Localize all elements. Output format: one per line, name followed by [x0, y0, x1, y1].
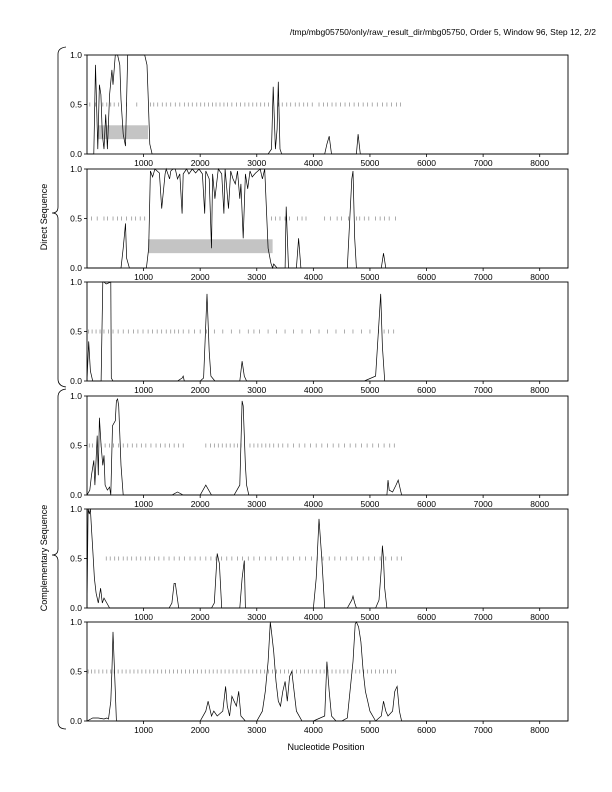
x-tick-label: 6000	[417, 725, 436, 735]
x-tick-label: 6000	[417, 499, 436, 509]
y-tick-label: 0.5	[70, 440, 82, 451]
x-tick-label: 1000	[134, 499, 154, 509]
x-tick-label: 5000	[360, 499, 380, 509]
panels	[70, 50, 568, 735]
x-tick-label: 8000	[530, 499, 550, 509]
y-tick-label: 0.0	[70, 149, 82, 159]
rug-marks	[88, 670, 395, 674]
y-tick-label: 1.0	[70, 277, 82, 287]
x-tick-label: 2000	[190, 725, 210, 735]
y-tick-label: 0.0	[70, 376, 82, 386]
y-tick-label: 0.5	[70, 213, 82, 224]
y-tick-label: 1.0	[70, 50, 82, 60]
y-tick-label: 0.5	[70, 666, 82, 677]
x-tick-label: 7000	[473, 385, 493, 395]
x-tick-label: 2000	[190, 158, 210, 168]
x-tick-label: 6000	[417, 272, 436, 282]
y-tick-label: 0.5	[70, 553, 82, 564]
x-tick-label: 6000	[417, 158, 436, 168]
y-tick-label: 1.0	[70, 617, 82, 627]
header-text: /tmp/mbg05750/only/raw_result_dir/mbg05750, Order 5, Window 96, Step 12, 2/2	[289, 27, 596, 37]
x-tick-label: 7000	[473, 499, 493, 509]
y-tick-label: 0.0	[70, 603, 82, 613]
x-tick-label: 4000	[303, 272, 323, 282]
panel-3	[70, 277, 568, 395]
panel-1	[70, 50, 568, 168]
x-tick-label: 3000	[247, 499, 267, 509]
x-tick-label: 3000	[247, 725, 267, 735]
x-tick-label: 1000	[134, 272, 154, 282]
group-bracket-direct	[52, 47, 66, 387]
x-tick-label: 6000	[417, 612, 436, 622]
x-tick-label: 4000	[303, 612, 323, 622]
x-tick-label: 1000	[134, 385, 154, 395]
x-tick-label: 3000	[247, 612, 267, 622]
x-tick-label: 2000	[190, 272, 210, 282]
x-tick-label: 2000	[190, 612, 210, 622]
group-label-complementary: Complementary Sequence	[39, 504, 49, 612]
x-tick-label: 7000	[473, 612, 493, 622]
x-tick-label: 3000	[247, 272, 267, 282]
data-line	[87, 622, 568, 721]
x-tick-label: 7000	[473, 272, 493, 282]
x-tick-label: 2000	[190, 385, 210, 395]
x-tick-label: 5000	[360, 158, 380, 168]
panel-6	[70, 617, 568, 735]
x-tick-label: 1000	[134, 158, 154, 168]
x-tick-label: 8000	[530, 272, 550, 282]
x-tick-label: 8000	[530, 725, 550, 735]
highlight-band	[148, 239, 272, 253]
y-tick-label: 0.0	[70, 490, 82, 500]
x-tick-label: 7000	[473, 158, 493, 168]
rug-marks	[89, 444, 394, 448]
x-tick-label: 3000	[247, 158, 267, 168]
x-tick-label: 5000	[360, 272, 380, 282]
x-tick-label: 8000	[530, 158, 550, 168]
x-tick-label: 7000	[473, 725, 493, 735]
x-tick-label: 4000	[303, 499, 323, 509]
x-tick-label: 4000	[303, 385, 323, 395]
x-tick-label: 2000	[190, 499, 210, 509]
group-label-direct: Direct Sequence	[39, 183, 49, 251]
x-tick-label: 8000	[530, 612, 550, 622]
y-tick-label: 0.0	[70, 716, 82, 726]
group-bracket-complementary	[52, 389, 66, 729]
x-tick-label: 4000	[303, 725, 323, 735]
rug-marks	[106, 557, 401, 561]
x-tick-label: 5000	[360, 385, 380, 395]
y-tick-label: 0.0	[70, 263, 82, 273]
x-tick-label: 1000	[134, 725, 154, 735]
y-tick-label: 0.5	[70, 99, 82, 110]
x-tick-label: 5000	[360, 612, 380, 622]
y-tick-label: 1.0	[70, 164, 82, 174]
x-tick-label: 6000	[417, 385, 436, 395]
x-tick-label: 1000	[134, 612, 154, 622]
x-tick-label: 4000	[303, 158, 323, 168]
y-tick-label: 0.5	[70, 326, 82, 337]
x-tick-label: 3000	[247, 385, 267, 395]
y-tick-label: 1.0	[70, 391, 82, 401]
x-tick-label: 8000	[530, 385, 550, 395]
rug-marks	[90, 103, 401, 107]
panel-5	[70, 504, 568, 622]
y-tick-label: 1.0	[70, 504, 82, 514]
panel-4	[70, 391, 568, 509]
rug-marks	[89, 330, 394, 334]
x-axis-label: Nucleotide Position	[287, 742, 365, 752]
x-tick-label: 5000	[360, 725, 380, 735]
panel-2	[70, 164, 568, 282]
